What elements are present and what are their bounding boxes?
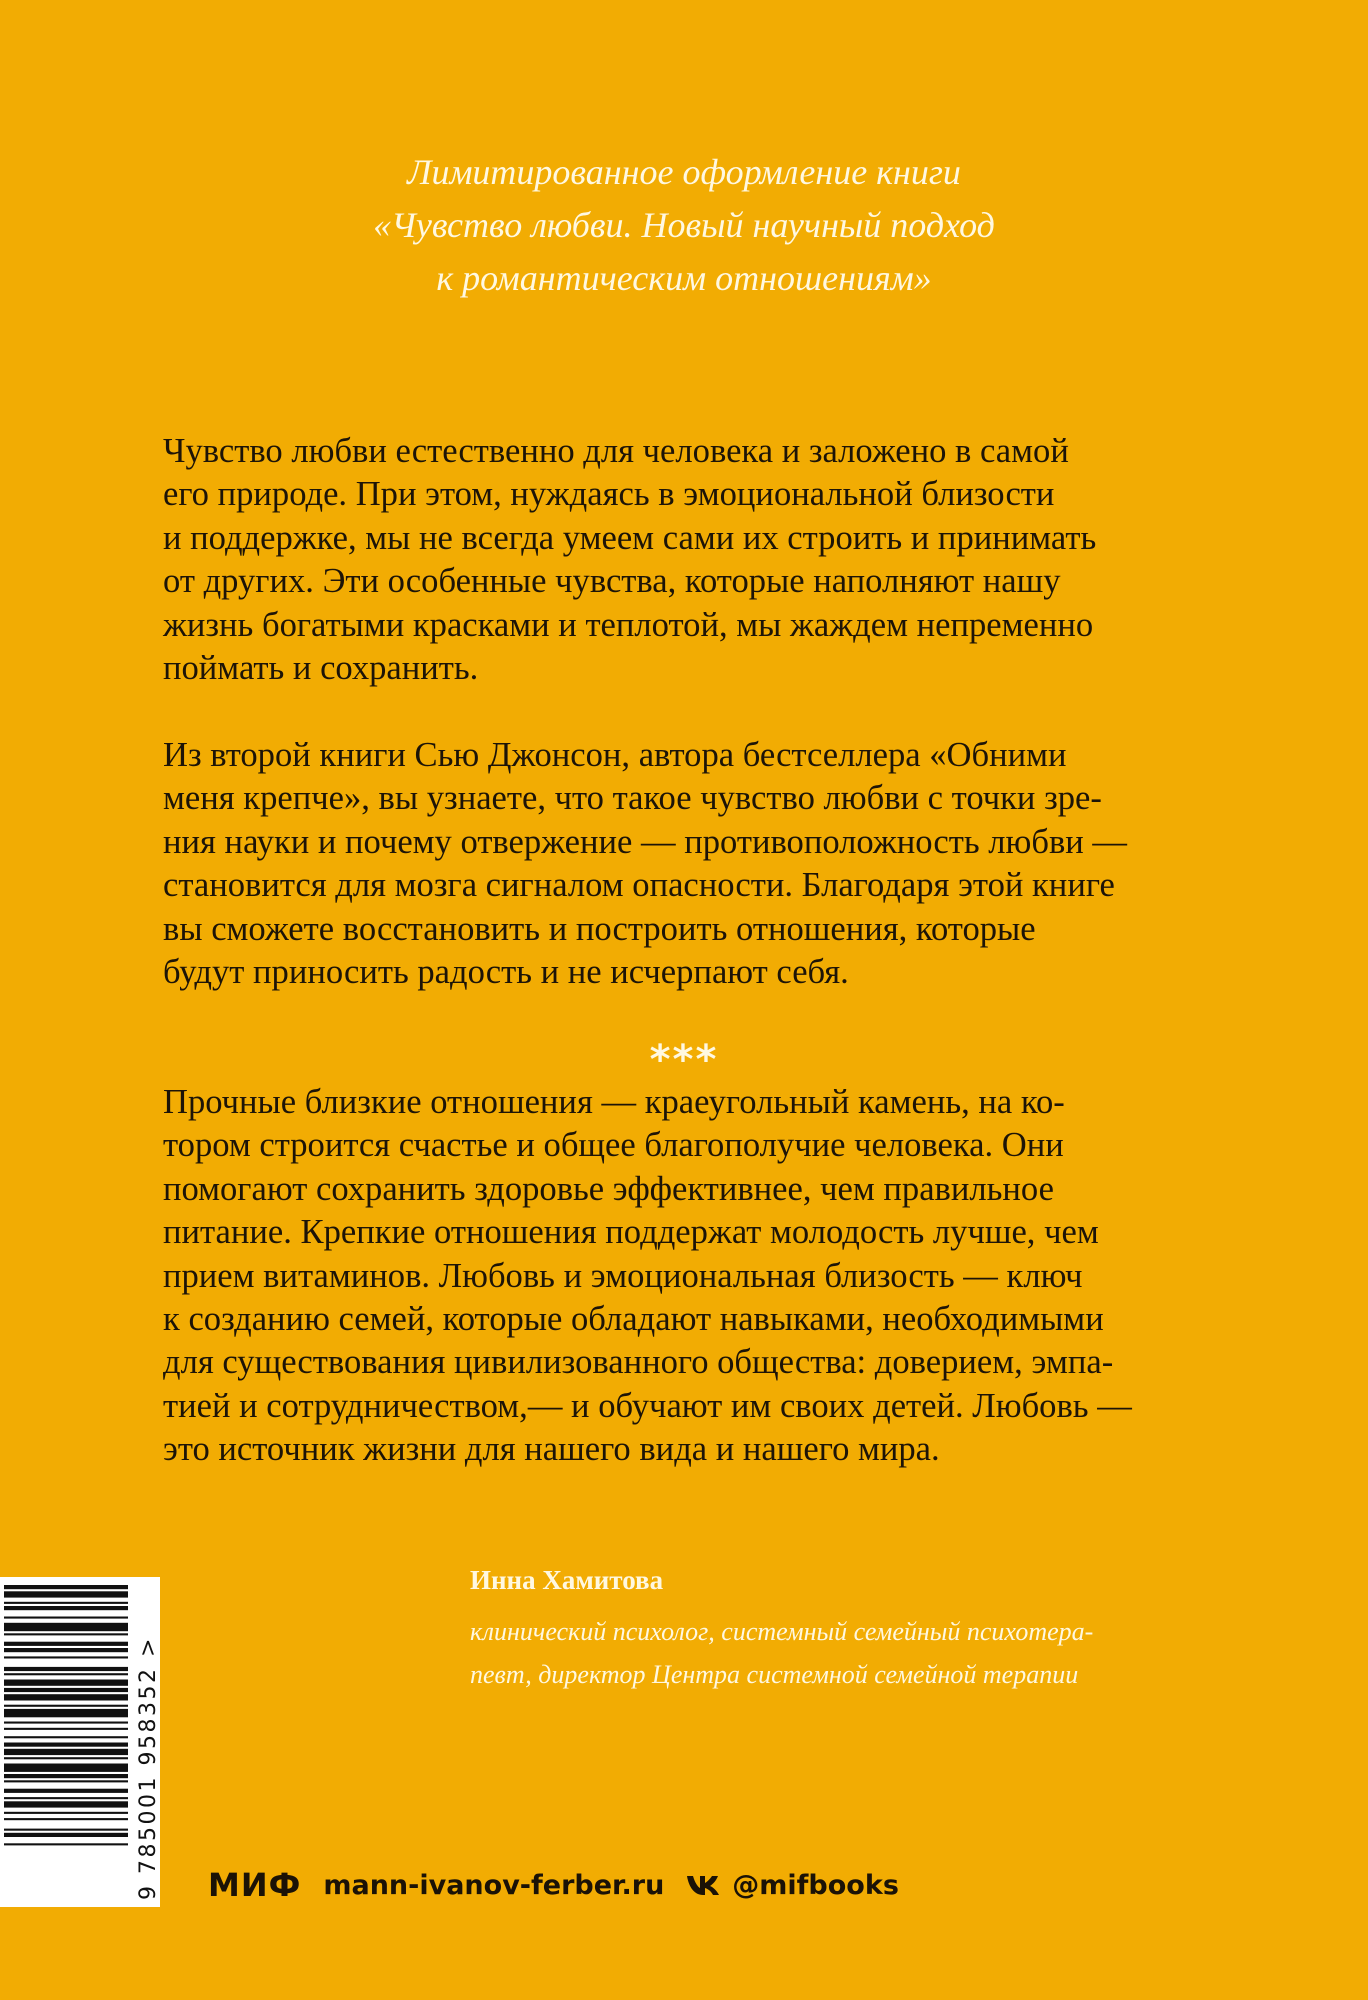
author-role xyxy=(470,1610,1230,1696)
edition-note-line: к романтическим отношениям» xyxy=(436,258,932,298)
text-line: ния науки и почему отвержение — противоположность любви — xyxy=(163,822,1127,861)
barcode-bar xyxy=(4,1757,128,1759)
barcode-bar xyxy=(4,1797,128,1799)
barcode-bar xyxy=(4,1801,128,1807)
description-paragraph-1 xyxy=(163,430,1233,690)
barcode-bar xyxy=(4,1833,128,1837)
author-name: Инна Хамитова xyxy=(470,1565,664,1595)
barcode-bar xyxy=(4,1764,128,1772)
review-paragraph xyxy=(163,1081,1233,1472)
text-line: Чувство любви естественно для человека и заложено в самой xyxy=(163,432,1069,470)
text-line: тией и сотрудничеством,— и обучают им своих детей. Любовь — xyxy=(163,1386,1132,1425)
text-line: и поддержке, мы не всегда умеем сами их строить и принимать xyxy=(163,518,1097,557)
text-line: будут приносить радость и не исчерпают себя. xyxy=(163,953,849,992)
barcode-bar xyxy=(4,1633,128,1635)
publisher-logo: МИФ xyxy=(208,1866,302,1904)
social-handle-link[interactable]: @mifbooks xyxy=(732,1869,899,1901)
barcode-bar xyxy=(4,1736,128,1738)
text-line: его природе. При этом, нуждаясь в эмоциональной близости xyxy=(163,475,1055,514)
barcode-bar xyxy=(4,1829,128,1831)
text-line: жизнь богатыми красками и теплотой, мы жаждем непременно xyxy=(163,605,1094,644)
text-line: Из второй книги Сью Джонсон, автора бестселлера «Обними xyxy=(163,736,1067,774)
barcode-bar xyxy=(4,1812,128,1814)
barcode-bar xyxy=(4,1680,128,1686)
barcode-bar xyxy=(4,1623,128,1631)
barcode-bar xyxy=(4,1606,128,1610)
text-line: вы сможете восстановить и построить отношения, которые xyxy=(163,909,1036,948)
text-line: тором строится счастье и общее благополучие человека. Они xyxy=(163,1126,1064,1165)
barcode-bar xyxy=(4,1617,128,1619)
publisher-website-link[interactable]: mann-ivanov-ferber.ru xyxy=(323,1869,665,1901)
barcode-bar xyxy=(4,1709,128,1717)
section-separator: *** xyxy=(649,1037,719,1083)
barcode-bar xyxy=(4,1602,128,1604)
barcode-bar xyxy=(4,1780,128,1782)
text-line: становится для мозга сигналом опасности. Благодаря этой книге xyxy=(163,866,1115,905)
barcode-bar xyxy=(4,1656,128,1658)
barcode-bar xyxy=(4,1591,128,1597)
barcode-bar xyxy=(4,1673,128,1675)
text-line: помогают сохранить здоровье эффективнее, чем правильное xyxy=(163,1169,1054,1208)
edition-note xyxy=(184,146,1184,305)
barcode-bar xyxy=(4,1722,128,1724)
barcode-bar xyxy=(4,1705,128,1707)
barcode-bar xyxy=(4,1585,128,1589)
text-line: от других. Эти особенные чувства, которые наполняют нашу xyxy=(163,562,1061,601)
text-line: прием витаминов. Любовь и эмоциональная близость — ключ xyxy=(163,1256,1083,1295)
text-line: это источник жизни для нашего вида и нашего мира. xyxy=(163,1430,940,1469)
barcode-bar xyxy=(4,1818,128,1820)
author-role-line: клинический психолог, системный семейный психотера- xyxy=(470,1617,1094,1646)
publisher-footer xyxy=(208,1866,899,1904)
barcode-bar xyxy=(4,1667,128,1671)
description-paragraph-2 xyxy=(163,734,1233,994)
barcode-bar xyxy=(4,1774,128,1778)
text-line: Прочные близкие отношения — краеугольный камень, на ко- xyxy=(163,1083,1065,1121)
barcode-bars xyxy=(0,1577,128,1907)
text-line: питание. Крепкие отношения поддержат молодость лучше, чем xyxy=(163,1213,1099,1252)
barcode-bar xyxy=(4,1688,128,1692)
barcode-bar xyxy=(4,1843,128,1845)
barcode-bar xyxy=(4,1749,128,1755)
text-line: к созданию семей, которые обладают навыками, необходимыми xyxy=(163,1300,1104,1339)
barcode-bar xyxy=(4,1728,128,1730)
barcode-bar xyxy=(4,1743,128,1747)
barcode-bar xyxy=(4,1789,128,1793)
barcode-bar xyxy=(4,1648,128,1652)
edition-note-line: Лимитированное оформление книги xyxy=(407,152,961,192)
barcode-bar xyxy=(4,1642,128,1646)
edition-note-line: «Чувство любви. Новый научный подход xyxy=(373,205,995,245)
author-role-line: певт, директор Центра системной семейной терапии xyxy=(470,1660,1079,1689)
vk-icon[interactable] xyxy=(686,1874,720,1896)
isbn-digits: 9 785001 958352 > xyxy=(136,1636,161,1900)
text-line: для существования цивилизованного общества: доверием, эмпа- xyxy=(163,1343,1114,1382)
text-line: меня крепче», вы узнаете, что такое чувство любви с точки зре- xyxy=(163,779,1102,818)
barcode-bar xyxy=(4,1694,128,1700)
text-line: поймать и сохранить. xyxy=(163,649,479,688)
